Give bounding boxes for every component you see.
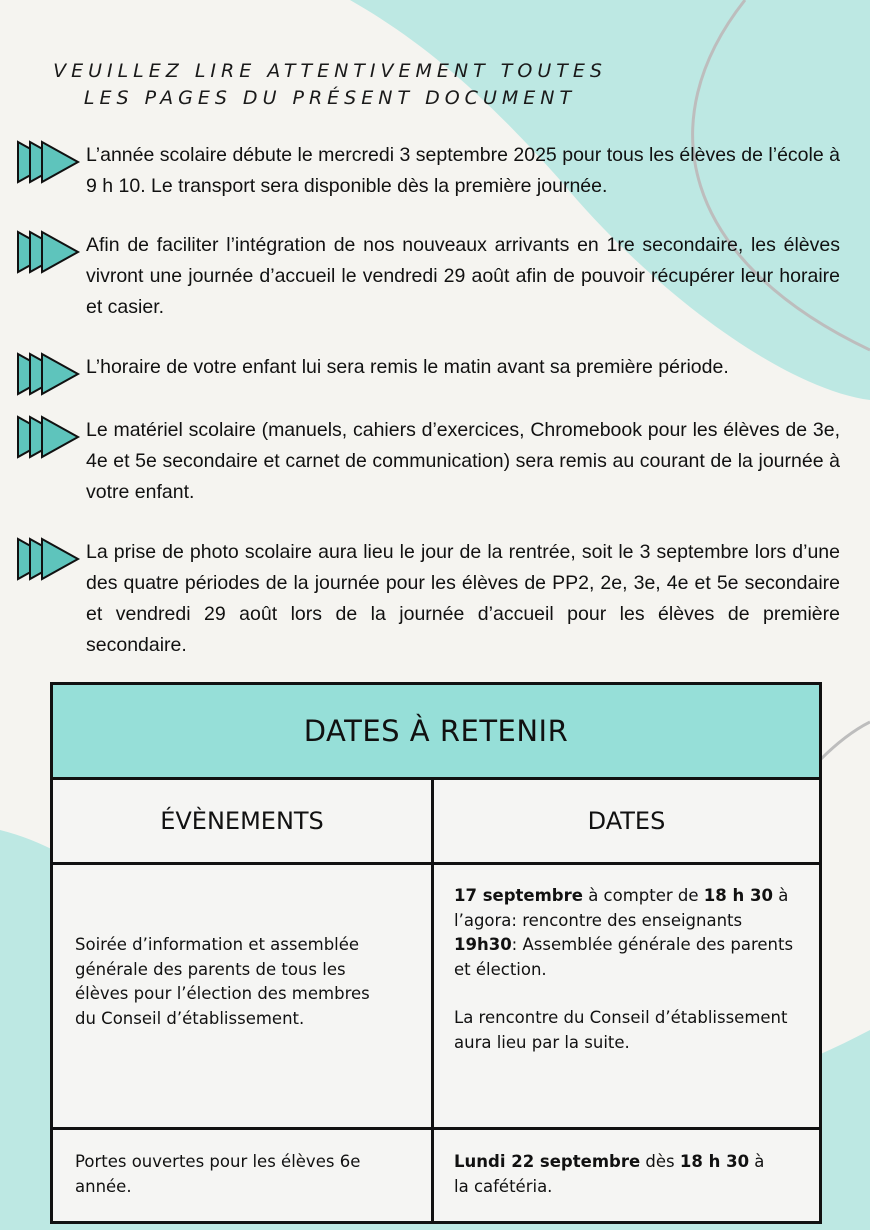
bullet-item [16, 352, 840, 383]
date-bold: 19h30 [454, 935, 512, 954]
bullet-item [16, 537, 840, 661]
bullet-item [16, 230, 840, 323]
column-header-dates: DATES [587, 807, 666, 835]
date-text: à la cafétéria. [454, 1152, 765, 1196]
date-bold: 18 h 30 [703, 886, 773, 905]
triple-arrow-icon [16, 140, 82, 184]
date-text: à compter de [582, 886, 704, 905]
triple-arrow-icon [16, 352, 82, 396]
event-cell: Portes ouvertes pour les élèves 6e année. [75, 1152, 361, 1196]
bullet-text: L’horaire de votre enfant lui sera remis le matin avant sa première période. [86, 356, 729, 378]
bullet-text: La prise de photo scolaire aura lieu le jour de la rentrée, soit le 3 septembre lors d’une des quatre périodes de la journée pour les élèves de PP2, 2e, 3e, 4e et 5e secondaire et vendredi 29 août lors de la journée d’accueil pour les élèves de première secondaire. [86, 541, 840, 656]
bullet-item [16, 140, 840, 202]
header-line-1: VEUILLEZ LIRE ATTENTIVEMENT TOUTES [53, 60, 607, 82]
row-divider [53, 1127, 819, 1130]
event-cell: Soirée d’information et assemblée générale des parents de tous les élèves pour l’élection des membres du Conseil d’établissement. [75, 935, 370, 1028]
column-header-events: ÉVÈNEMENTS [160, 807, 324, 835]
page-header [0, 58, 660, 112]
triple-arrow-icon [16, 537, 82, 581]
date-bold: 17 septembre [454, 886, 583, 905]
date-text: à l’agora: rencontre des enseignants [454, 886, 789, 930]
date-text: dès [640, 1152, 680, 1171]
header-line-2: LES PAGES DU PRÉSENT DOCUMENT [83, 87, 577, 109]
date-bold: Lundi 22 septembre [454, 1152, 641, 1171]
date-cell [454, 884, 804, 1055]
date-bold: 18 h 30 [679, 1152, 750, 1171]
bullet-text: L’année scolaire débute le mercredi 3 septembre 2025 pour tous les élèves de l’école à 9 h 10. Le transport sera disponible dès la première journée. [86, 144, 840, 197]
date-text: : Assemblée générale des parents et élection. [454, 935, 794, 979]
triple-arrow-icon [16, 415, 82, 459]
row-divider [53, 862, 819, 865]
date-note: La rencontre du Conseil d’établissement aura lieu par la suite. [454, 1008, 788, 1052]
bullet-text: Afin de faciliter l’intégration de nos nouveaux arrivants en 1re secondaire, les élèves vivront une journée d’accueil le vendredi 29 août afin de pouvoir récupérer leur horaire et casier. [86, 234, 840, 318]
bullet-item [16, 415, 840, 508]
table-title: DATES À RETENIR [53, 685, 819, 780]
triple-arrow-icon [16, 230, 82, 274]
grey-curve-line-2 [820, 722, 870, 760]
dates-table [50, 682, 822, 1224]
date-cell [454, 1150, 784, 1199]
bullet-text: Le matériel scolaire (manuels, cahiers d’exercices, Chromebook pour les élèves de 3e, 4e et 5e secondaire et carnet de communication) sera remis au courant de la journée à votre enfant. [86, 419, 840, 503]
